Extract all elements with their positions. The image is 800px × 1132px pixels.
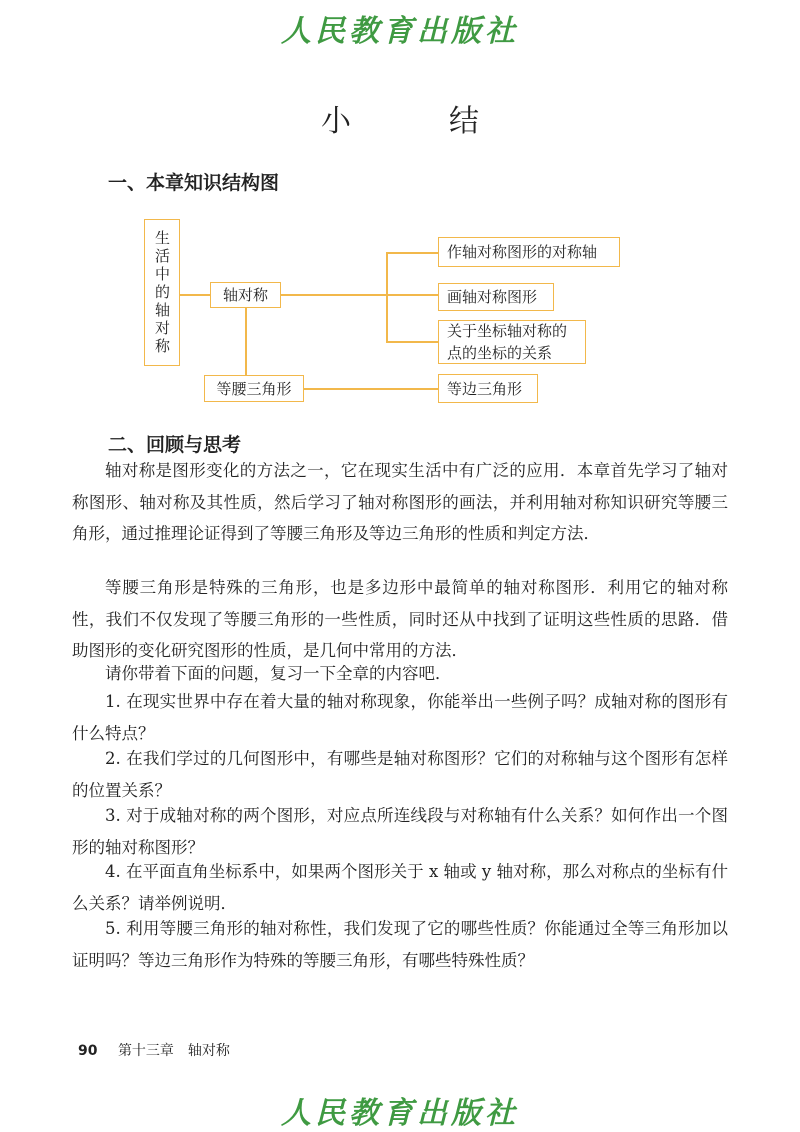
- question-2: 2. 在我们学过的几何图形中，有哪些是轴对称图形？它们的对称轴与这个图形有怎样的位置关系？: [72, 749, 728, 800]
- box-draw-symmetric-figure: 画轴对称图形: [438, 283, 554, 311]
- paragraph-isosceles: 等腰三角形是特殊的三角形，也是多边形中最简单的轴对称图形．利用它的轴对称性，我们不仅发现了等腰三角形的一些性质，同时还从中找到了证明这些性质的思路．借助图形的变化研究图形的性质，是几何中常用的方法．: [72, 578, 728, 660]
- box-draw-symmetry-axis: 作轴对称图形的对称轴: [438, 237, 620, 267]
- connector-branch-vertical: [386, 252, 388, 342]
- question-5: 5. 利用等腰三角形的轴对称性，我们发现了它的哪些性质？你能通过全等三角形加以证明吗？等边三角形作为特殊的等腰三角形，有哪些特殊性质？: [72, 919, 728, 970]
- box-equilateral-triangle: 等边三角形: [438, 374, 538, 403]
- box-isosceles-triangle: 等腰三角形: [204, 375, 304, 402]
- connector-axis-to-branch: [281, 294, 387, 296]
- page-footer: [78, 1040, 230, 1060]
- paragraph-intro: 轴对称是图形变化的方法之一，它在现实生活中有广泛的应用．本章首先学习了轴对称图形、轴对称及其性质，然后学习了轴对称图形的画法，并利用轴对称知识研究等腰三角形，通过推理论证得到了等腰三角形及等边三角形的性质和判定方法．: [72, 461, 728, 543]
- section-heading-structure: 一、本章知识结构图: [108, 172, 280, 194]
- connector-isosceles-to-equilateral: [304, 388, 438, 390]
- box-axis-symmetry: 轴对称: [210, 282, 281, 308]
- connector-to-coordinates: [386, 341, 438, 343]
- publisher-logo-top: 人民教育出版社: [281, 14, 519, 49]
- connector-axis-to-isosceles: [245, 307, 247, 375]
- connector-to-draw-axis: [386, 252, 438, 254]
- coord-relation-line1: 关于坐标轴对称的: [447, 322, 568, 340]
- section-heading-review: 二、回顾与思考: [108, 434, 242, 456]
- question-1: 1. 在现实世界中存在着大量的轴对称现象，你能举出一些例子吗？成轴对称的图形有什么特点？: [72, 692, 728, 743]
- box-life-axis-symmetry: 生活中的轴对称: [144, 219, 180, 366]
- page-title: 小 结: [321, 104, 513, 139]
- coord-relation-line2: 点的坐标的关系: [447, 344, 553, 362]
- chapter-label: 第十三章 轴对称: [117, 1043, 230, 1059]
- page-number: 90: [78, 1043, 98, 1059]
- publisher-logo-bottom: 人民教育出版社: [281, 1096, 519, 1131]
- paragraph-prompt: 请你带着下面的问题，复习一下全章的内容吧．: [105, 664, 452, 683]
- connector-life-to-axis: [180, 294, 210, 296]
- connector-to-draw-figure: [386, 294, 438, 296]
- question-3: 3. 对于成轴对称的两个图形，对应点所连线段与对称轴有什么关系？如何作出一个图形的轴对称图形？: [72, 806, 728, 857]
- question-4: 4. 在平面直角坐标系中，如果两个图形关于 x 轴或 y 轴对称，那么对称点的坐标有什么关系？请举例说明．: [72, 862, 728, 913]
- box-coordinate-relation: [438, 320, 586, 364]
- knowledge-structure-diagram: [0, 0, 800, 420]
